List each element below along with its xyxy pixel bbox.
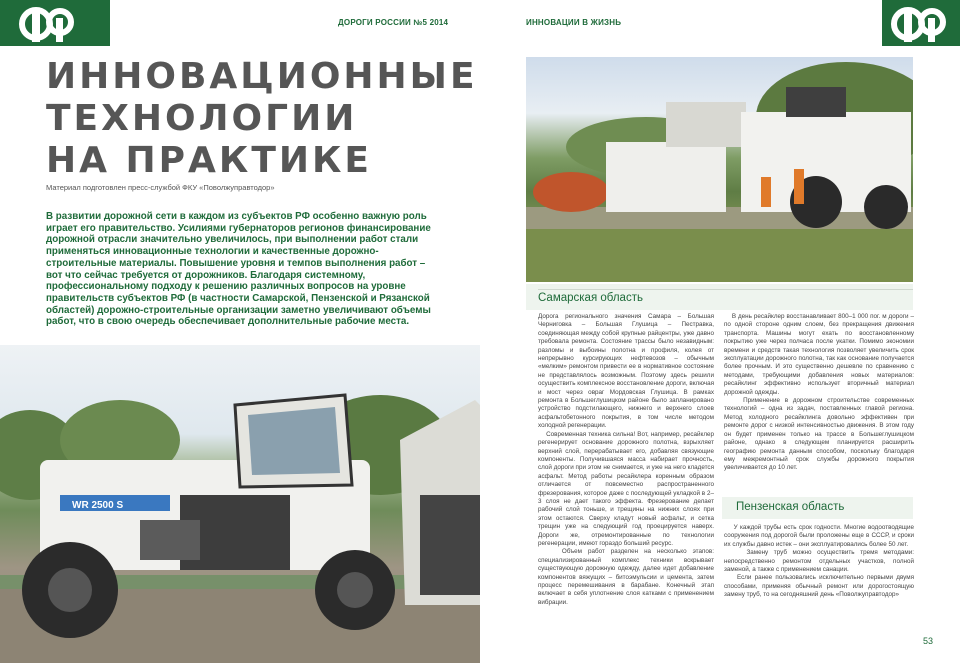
samara-text-column-1: Дорога регионального значения Самара – Большая Черниговка – Большая Глушица – Пестравка, соединяющая между собой крупные райцентры, уже давно требовала ремонта. Состояние трассы было незавидным: разломы и выбоины полотна и профиля, колея от непрерывно курсирующих нефтевозов – обычным «мелким» ремонтом привести ее в нормативное состояние не представлялось возможным. Поэтому здесь решили осуществить комплексное восстановление дороги, включая и мост через овраг Мордовская Глушица. В рамках ремонта в Большеглушицком районе было запланировано устройство подстилающего, нижнего и верхнего слоев асфальтобетонного покрытия, в том числе методом холодной регенерации. Современная техника сильна! Вот, например, ресайклер регенерирует основание дорожного полотна, взрыхляет верхний слой, перерабатывает его, добавляя связующие компоненты. Получившаяся масса набирает прочность, слой дороги при этом не снимается, и уже на него кладется асфальт. Метод работы ресайклера коренным образом отличается от повсеместно распространенного фрезерования, которое даже с последующей укладкой в 2–3 слоя не дает такого эффекта. Фрезерование делает рабочий слой тоньше, и трещины на нижних слоях при этом остаются. Сверху кладут новый асфальт, и сетка трещин уже на следующий год проецируется наверх. Дороги же, отремонтированные по технологии регенерации, имеют гораздо больший ресурс. Объем работ разделен на несколько этапов: специализированный комплекс техники вскрывает существующую дорожную одежду, далее идет добавление компонентов вяжущих – битоэмульсии и цемента, затем процесс перемешивания в барабане. Конечный этап включает в себя уплотнение слоя катками с применением вибрации. xyxy=(538,313,715,606)
article-title-line: НА ПРАКТИКЕ xyxy=(46,140,373,181)
recycler-photo xyxy=(0,345,480,663)
section-heading-samara: Самарская область xyxy=(538,289,913,304)
equipment-train-illustration xyxy=(526,57,913,282)
section-rubric-label: ИННОВАЦИИ В ЖИЗНЬ xyxy=(526,18,622,27)
magazine-issue-label: ДОРОГИ РОССИИ №5 2014 xyxy=(338,18,449,27)
page-header xyxy=(0,0,960,46)
article-title-line: ИННОВАЦИОННЫЕ xyxy=(46,56,478,97)
article-byline: Материал подготовлен пресс-службой ФКУ «Поволжуправтодор» xyxy=(46,183,275,192)
penza-text-column: У каждой трубы есть срок годности. Многие водоотводящие сооружения под дорогой были проложены еще в СССР, и сроки их службы давно истек – они эксплуатировались более 50 лет. Замену труб можно осуществить тремя методами: непосредственно ремонтом отдельных участков, полной заменой, а также с применением санации. Если ранее пользовались исключительно первыми двумя способами, применяя обычный ремонт или дорогостоящую замену труб, то на сегодняшний день «Поволжуправтодор» xyxy=(724,524,915,599)
article-lead: В развитии дорожной сети в каждом из субъектов РФ особенно важную роль играет его правительство. Усилиями губернаторов регионов финансирование дорожной отрасли значительно увеличилось, при выполнении работ стали применяться инновационные технологии и качественные дорожно-строительные материалы. Повышение уровня и темпов выполнения работ – вот что сейчас требуется от дорожников. Благодаря системному, профессиональному подходу к решению различных вопросов на уровне правительств субъектов РФ (в частности Самарской, Пензенской и Рязанской областей) дорожно-строительные организации заметно увеличивают объемы работ, что в свою очередь обеспечивает дополнительные рабочие места. xyxy=(46,211,431,328)
equipment-train-photo xyxy=(526,57,913,282)
section-heading-penza: Пензенская область xyxy=(736,501,845,513)
magazine-logo-icon xyxy=(18,4,76,44)
samara-text-column-2: В день ресайклер восстанавливает 800–1 000 пог. м дороги – по одной стороне одним слоем, без прекращения движения транспорта. Машины могут ехать по восстановленному покрытию уже через полчаса после укатки. Помимо экономии времени и средств такая технология позволяет увеличить срок эксплуатации дорожного полотна, так как основание получается более прочным. И это существенно дешевле по сравнению с методами, требующими добавления новых материалов: ресайклинг эффективно использует вторичный материал дорожной одежды. Применение в дорожном строительстве современных технологий – одна из задач, поставленных главой региона. Метод холодного ресайклинга довольно эффективен при ремонте дорог с низкой интенсивностью движения. В этом году он будет применен только на трассе в Большеглушицком районе, однако в следующем планируется расширить географию ремонта данным способом, поскольку благодаря ему межремонтный срок службы дорожного покрытия увеличивается до 10 лет. xyxy=(724,313,914,472)
article-title xyxy=(46,56,478,182)
recycler-illustration xyxy=(0,345,480,663)
article-title-line: ТЕХНОЛОГИИ xyxy=(46,98,358,139)
page-number: 53 xyxy=(923,636,934,646)
magazine-logo-icon xyxy=(890,4,948,44)
machine-model-label: WR 2500 S xyxy=(72,500,124,511)
